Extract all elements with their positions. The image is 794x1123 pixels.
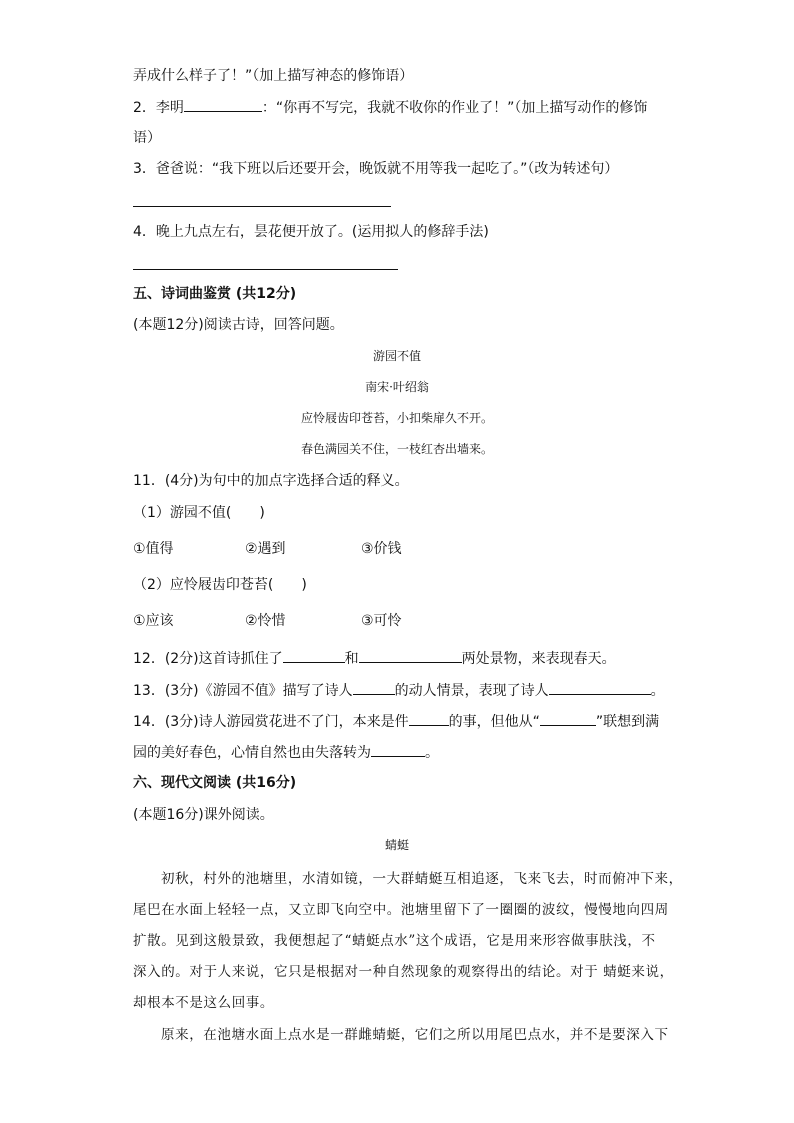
question-11-1: （1）游园不值( ) [133,505,265,521]
question-10-2-cont: 语） [133,130,161,146]
poem-title: 游园不值 [372,349,421,363]
section-6-intro: (本题16分)课外阅读。 [133,807,274,823]
section-5-intro: (本题12分)阅读古诗，回答问题。 [133,317,344,333]
question-10-2-prefix: 2．李明 [133,100,184,116]
answer-line-4[interactable] [133,269,398,270]
answer-blank[interactable] [371,742,425,757]
option-11-1-a[interactable]: ①值得 [133,541,174,557]
question-14-text-b: 的事，但他从“ [448,714,540,730]
passage-title: 蜻蜓 [384,838,409,852]
option-11-2-c[interactable]: ③可怜 [361,613,402,629]
question-12-text-b: 和 [344,651,359,667]
section-6-heading: 六、现代文阅读 (共16分) [133,775,297,791]
question-14-text-a: 14．(3分)诗人游园赏花进不了门，本来是件 [133,714,409,730]
passage-p1-line-4: 深入的。对于人来说，它只是根据对一种自然现象的观察得出的结论。对于 蜻蜓来说， [133,964,674,980]
question-14-text-c: ”联想到满 [595,714,660,730]
question-13-text-a: 13．(3分)《游园不值》描写了诗人 [133,683,353,699]
answer-blank[interactable] [409,711,449,726]
question-14-cont [133,742,439,763]
question-14-text-e: 。 [425,745,439,761]
answer-blank[interactable] [353,680,395,695]
section-5-heading: 五、诗词曲鉴赏 (共12分) [133,286,297,302]
question-12-text-a: 12．(2分)这首诗抓住了 [133,651,283,667]
option-11-1-b[interactable]: ②遇到 [245,541,286,557]
poem-author: 南宋·叶绍翁 [365,380,429,394]
question-12 [133,648,616,669]
question-13-text-c: 。 [650,683,665,699]
passage-p1-line-1: 初秋，村外的池塘里，水清如镜，一大群蜻蜓互相追逐，飞来飞去，时而俯冲下来， [161,871,683,887]
option-11-2-a[interactable]: ①应该 [133,613,174,629]
question-13-text-b: 的动人情景，表现了诗人 [394,683,549,699]
answer-blank[interactable] [549,680,651,695]
option-11-2-b[interactable]: ②怜惜 [245,613,286,629]
passage-p1-line-2: 尾巴在水面上轻轻一点，又立即飞向空中。池塘里留下了一圈圈的波纹，慢慢地向四周 [133,902,669,918]
question-14 [133,711,659,732]
question-11: 11．(4分)为句中的加点字选择合适的释义。 [133,473,409,489]
answer-blank[interactable] [184,97,262,112]
question-12-text-c: 两处景物，来表现春天。 [461,651,616,667]
poem-line-2: 春色满园关不住，一枝红杏出墙来。 [300,442,493,456]
question-10-3: 3．爸爸说：“我下班以后还要开会，晚饭就不用等我一起吃了。”（改为转述句） [133,161,619,177]
option-11-1-c[interactable]: ③价钱 [361,541,402,557]
passage-p1-line-5: 却根本不是这么回事。 [133,995,274,1011]
passage-p1-line-3: 扩散。见到这般景致，我便想起了“蜻蜓点水”这个成语，它是用来形容做事肤浅，不 [133,933,656,949]
answer-blank[interactable] [540,711,596,726]
question-10-2 [133,97,647,118]
poem-line-1: 应怜屐齿印苍苔，小扣柴扉久不开。 [300,411,493,425]
question-10-4: 4．晚上九点左右，昙花便开放了。(运用拟人的修辞手法) [133,224,489,240]
question-11-2: （2）应怜屐齿印苍苔( ) [133,577,307,593]
question-10-2-suffix: ：“你再不写完，我就不收你的作业了！”（加上描写动作的修饰 [261,100,648,116]
passage-p2-line-1: 原来，在池塘水面上点水是一群雌蜻蜓，它们之所以用尾巴点水，并不是要深入下 [161,1027,669,1043]
question-13 [133,680,665,701]
answer-blank[interactable] [359,648,462,663]
question-14-text-d: 园的美好春色，心情自然也由失落转为 [133,745,371,761]
question-10-1-tail: 弄成什么样子了！”（加上描写神态的修饰语） [133,68,414,84]
answer-blank[interactable] [283,648,345,663]
answer-line-3[interactable] [133,206,391,207]
